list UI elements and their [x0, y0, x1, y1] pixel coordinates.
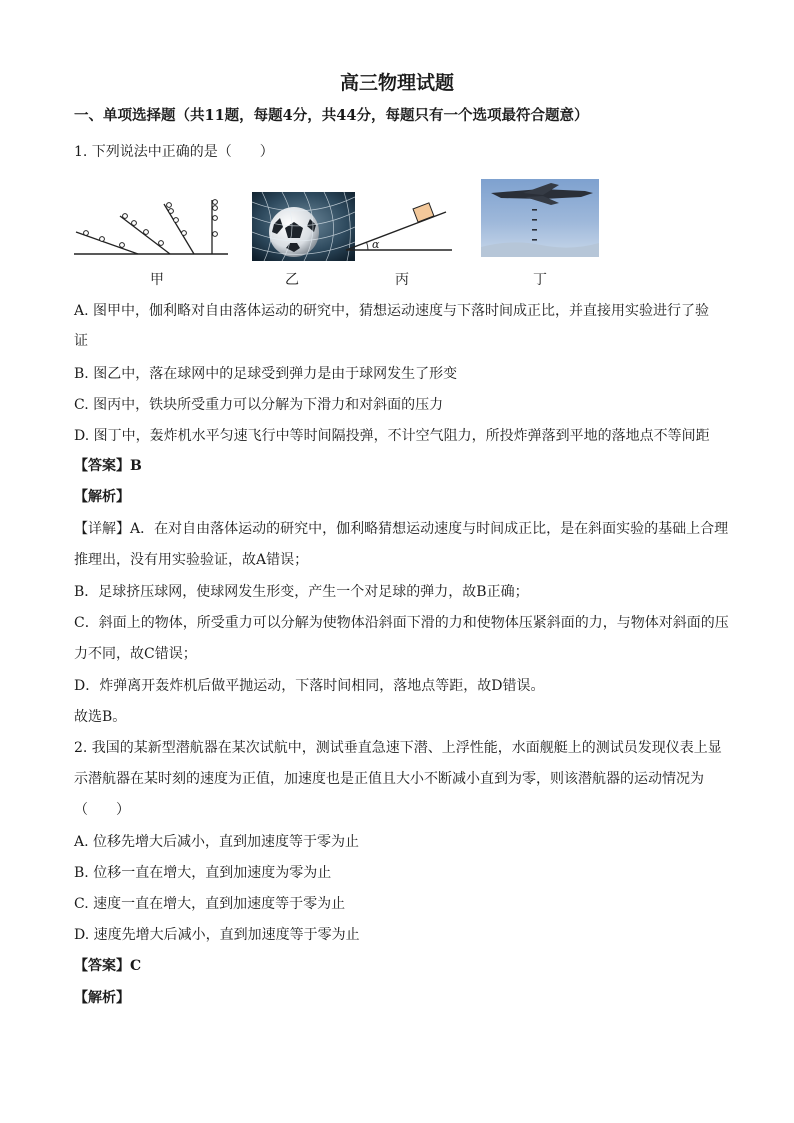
question-1-detail-line: 推理出，没有用实验验证，故A错误； — [74, 552, 309, 568]
question-2-answer: 【答案】C — [74, 958, 142, 974]
question-1-analysis-label: 【解析】 — [74, 489, 130, 505]
figure-jia-inclined-planes — [72, 192, 232, 258]
caption-yi: 乙 — [285, 272, 299, 288]
question-2-stem-cont: （ ） — [74, 802, 130, 818]
question-2-option-b: B. 位移一直在增大，直到加速度为零为止 — [74, 865, 332, 881]
question-1-detail-line: 【详解】A．在对自由落体运动的研究中，伽利略猜想运动速度与时间成正比，是在斜面实验的基础上合理 — [74, 521, 729, 537]
question-1-option-a: A. 图甲中，伽利略对自由落体运动的研究中，猜想运动速度与下落时间成正比，并直接用实验进行了验 — [74, 303, 710, 319]
caption-jia: 甲 — [150, 272, 164, 288]
page-title: 高三物理试题 — [339, 72, 454, 94]
question-1-option-b: B. 图乙中，落在球网中的足球受到弹力是由于球网发生了形变 — [74, 366, 458, 382]
question-2-stem-cont: 示潜航器在某时刻的速度为正值，加速度也是正值且大小不断减小直到为零，则该潜航器的运动情况为 — [74, 771, 704, 787]
question-2-option-c: C. 速度一直在增大，直到加速度等于零为止 — [74, 896, 346, 912]
question-2-option-d: D. 速度先增大后减小，直到加速度等于零为止 — [74, 927, 360, 943]
figure-bing-block-on-incline — [344, 192, 454, 258]
question-1-conclusion: 故选B。 — [74, 709, 127, 725]
angle-label: α — [372, 238, 380, 251]
question-1-detail-line: C．斜面上的物体，所受重力可以分解为使物体沿斜面下滑的力和使物体压紧斜面的力，与物体对斜面的压 — [74, 615, 729, 631]
question-1-stem: 1. 下列说法中正确的是（ ） — [74, 144, 274, 160]
question-1-detail-line: 力不同，故C错误； — [74, 646, 197, 662]
question-1-answer: 【答案】B — [74, 458, 142, 474]
question-2-stem: 2. 我国的某新型潜航器在某次试航中，测试垂直急速下潜、上浮性能，水面舰艇上的测试员发现仪表上显 — [74, 740, 722, 756]
question-1-option-c: C. 图丙中，铁块所受重力可以分解为下滑力和对斜面的压力 — [74, 397, 444, 413]
question-1-detail-line: D．炸弹离开轰炸机后做平抛运动，下落时间相同，落地点等距，故D错误。 — [74, 678, 545, 694]
question-1-detail-line: B．足球挤压球网，使球网发生形变，产生一个对足球的弹力，故B正确； — [74, 584, 529, 600]
figure-yi-soccer-net-photo — [252, 192, 355, 261]
question-1-figures — [0, 176, 794, 286]
question-2-option-a: A. 位移先增大后减小，直到加速度等于零为止 — [74, 834, 360, 850]
caption-ding: 丁 — [533, 272, 547, 288]
question-1-option-a-cont: 证 — [74, 333, 88, 349]
figure-ding-bomber-photo — [481, 179, 599, 257]
question-1-option-d: D. 图丁中，轰炸机水平匀速飞行中等时间隔投弹，不计空气阻力，所投炸弹落到平地的落地点不等间距 — [74, 428, 710, 444]
question-2-analysis-label: 【解析】 — [74, 990, 130, 1006]
section-heading: 一、单项选择题（共11题，每题4分，共44分，每题只有一个选项最符合题意） — [74, 107, 589, 124]
caption-bing: 丙 — [395, 272, 409, 288]
